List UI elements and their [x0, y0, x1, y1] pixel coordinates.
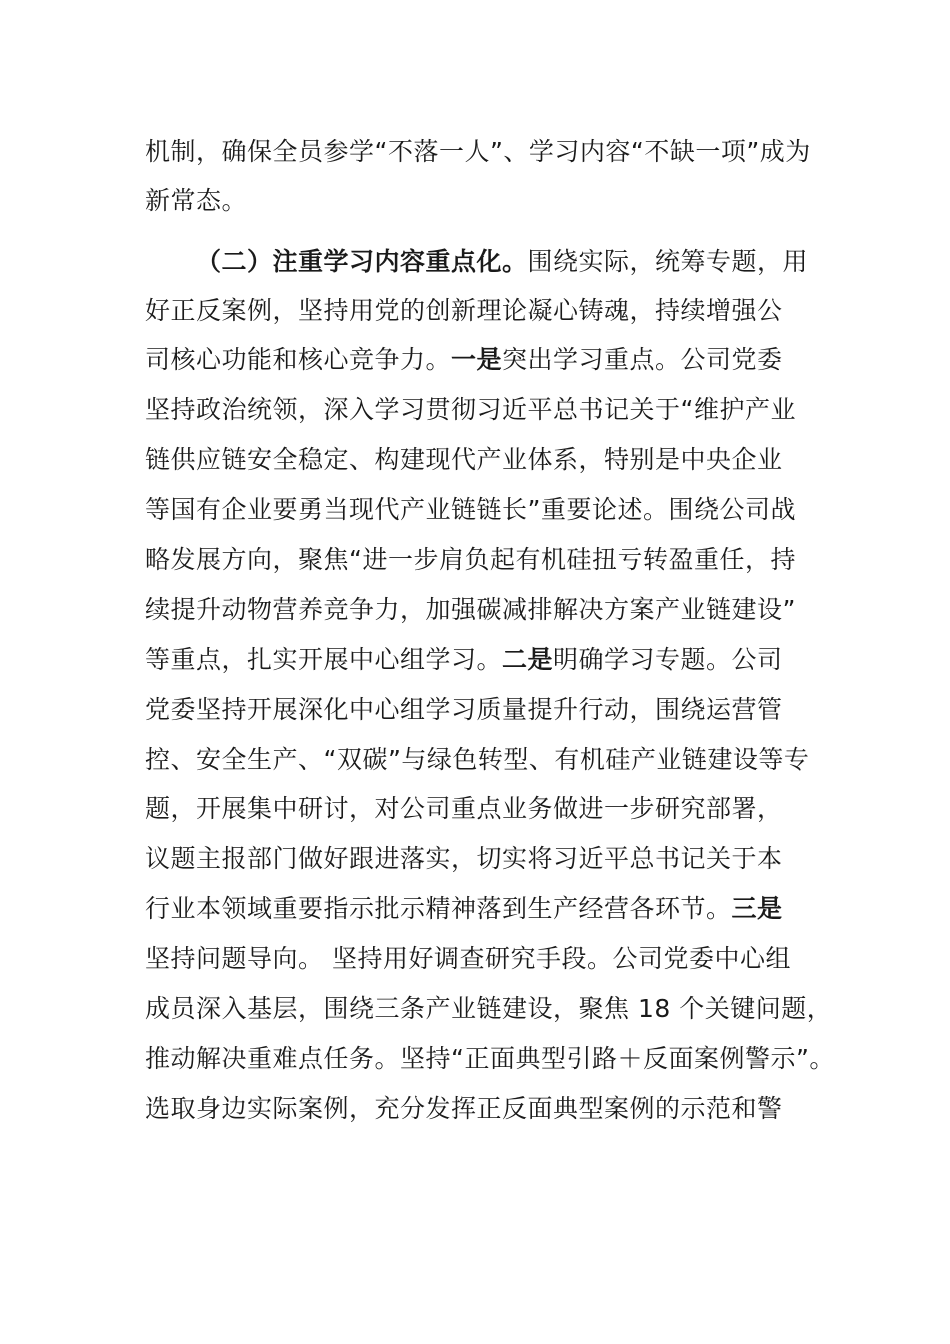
text-line: 坚持政治统领，深入学习贯彻习近平总书记关于“维护产业 [145, 395, 796, 424]
text-run: 明确学习专题。公司 [553, 645, 783, 674]
text-line: 坚持问题导向。 坚持用好调查研究手段。公司党委中心组 [145, 944, 791, 973]
paragraph-heading-line [196, 242, 886, 282]
text-run: 行业本领域重要指示批示精神落到生产经营各环节。 [145, 894, 732, 923]
text-run: 等重点，扎实开展中心组学习。 [145, 645, 503, 674]
text-line: 续提升动物营养竞争力，加强碳减排解决方案产业链建设” [145, 595, 796, 624]
text-run: 围绕实际，统筹专题，用 [527, 247, 809, 276]
text-line: 控、安全生产、“双碳”与绿色转型、有机硅产业链建设等专 [145, 745, 810, 774]
text-line [145, 640, 835, 680]
bold-marker: 二是 [502, 645, 554, 674]
text-run: 司核心功能和核心竞争力。 [145, 345, 452, 374]
bold-marker: 三是 [731, 894, 783, 923]
text-line: 等国有企业要勇当现代产业链链长”重要论述。围绕公司战 [145, 495, 796, 524]
text-line: 选取身边实际案例，充分发挥正反面典型案例的示范和警 [145, 1094, 783, 1123]
text-line: 议题主报部门做好跟进落实，切实将习近平总书记关于本 [145, 844, 783, 873]
text-line: 机制，确保全员参学“不落一人”、学习内容“不缺一项”成为 [145, 137, 811, 166]
text-line: 题，开展集中研讨，对公司重点业务做进一步研究部署， [145, 794, 783, 823]
text-line: 略发展方向，聚焦“进一步肩负起有机硅扭亏转盈重任，持 [145, 545, 796, 574]
text-line [145, 889, 835, 929]
section-heading: （二）注重学习内容重点化。 [196, 247, 528, 276]
text-line [145, 340, 835, 380]
text-run: 突出学习重点。公司党委 [502, 345, 783, 374]
text-line: 好正反案例，坚持用党的创新理论凝心铸魂，持续增强公 [145, 296, 783, 325]
text-line: 新常态。 [145, 186, 248, 215]
text-line: 党委坚持开展深化中心组学习质量提升行动，围绕运营管 [145, 695, 783, 724]
text-line: 链供应链安全稳定、构建现代产业体系，特别是中央企业 [145, 445, 783, 474]
text-line: 推动解决重难点任务。坚持“正面典型引路＋反面案例警示”。 [145, 1044, 835, 1073]
bold-marker: 一是 [451, 345, 503, 374]
text-line: 成员深入基层，围绕三条产业链建设，聚焦 18 个关键问题， [145, 994, 833, 1023]
